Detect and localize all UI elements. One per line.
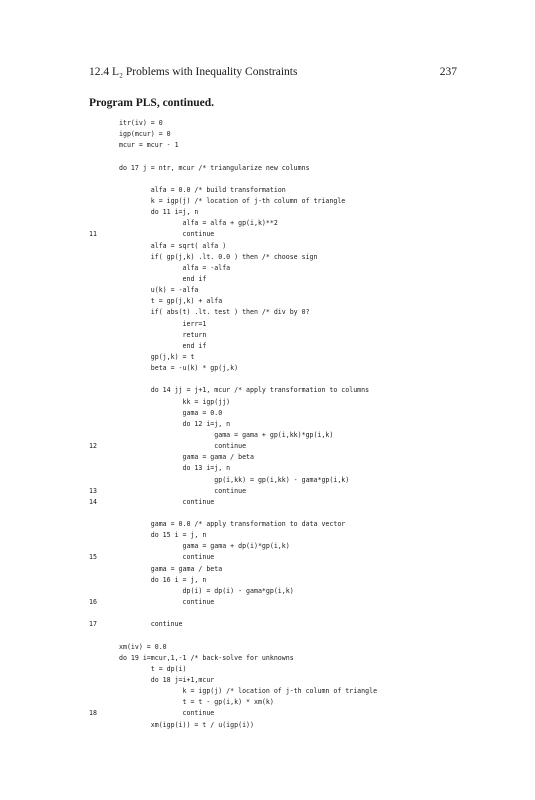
code-text: do 15 i = j, n (119, 531, 207, 540)
code-text: gp(i,kk) = gp(i,kk) - gama*gp(i,k) (119, 475, 350, 484)
code-text: continue (119, 598, 215, 607)
code-text: beta = -u(k) * gp(j,k) (119, 364, 239, 373)
code-text: do 13 i=j, n (119, 464, 231, 473)
code-text: continue (119, 709, 215, 718)
code-text: gama = gama + gp(i,kk)*gp(i,k) (119, 430, 334, 439)
statement-label: 12 (89, 442, 97, 451)
program-title: Program PLS, continued. (89, 97, 215, 109)
code-text: gama = 0.0 /* apply transformation to data vector (119, 520, 346, 529)
code-text: itr(iv) = 0 (119, 119, 163, 127)
code-text: t = dp(i) (119, 664, 187, 673)
code-text: t = t - gp(i,k) * xm(k) (119, 698, 274, 707)
code-text: gama = gama / beta (119, 453, 254, 462)
code-text: gama = gama + dp(i)*gp(i,k) (119, 542, 290, 551)
code-text: alfa = -alfa (119, 263, 231, 272)
code-text: if( gp(j,k) .lt. 0.0 ) then /* choose sign (119, 252, 318, 261)
code-text: do 19 i=mcur,1,-1 /* back-solve for unknowns (119, 653, 294, 662)
code-text: alfa = alfa + gp(i,k)**2 (119, 219, 278, 228)
code-text: kk = igp(jj) (119, 397, 231, 406)
code-text: k = igp(j) /* location of j-th column of triangle (119, 196, 346, 205)
code-text: dp(i) = dp(i) - gama*gp(i,k) (119, 586, 294, 595)
code-text: continue (119, 486, 247, 495)
statement-label: 15 (89, 553, 97, 562)
code-text: continue (119, 442, 247, 451)
code-text: xm(iv) = 0.0 (119, 642, 167, 651)
code-text: do 16 i = j, n (119, 575, 207, 584)
statement-label: 17 (89, 620, 97, 629)
code-text: end if (119, 274, 207, 283)
code-text: do 12 i=j, n (119, 419, 231, 428)
code-text: igp(mcur) = 0 (119, 130, 171, 139)
code-text: continue (119, 553, 215, 562)
statement-label: 11 (89, 230, 97, 239)
code-text: if( abs(t) .lt. test ) then /* div by 0? (119, 308, 310, 317)
code-text: do 11 i=j, n (119, 208, 199, 217)
code-text: gp(j,k) = t (119, 352, 195, 361)
code-text: ierr=1 (119, 319, 207, 328)
code-text: gama = 0.0 (119, 408, 223, 417)
code-text: mcur = mcur - 1 (119, 141, 179, 150)
code-text: end if (119, 341, 207, 350)
code-text: continue (119, 620, 183, 629)
section-title: 12.4 L₂ Problems with Inequality Constraints (89, 66, 298, 78)
code-text: return (119, 330, 207, 339)
code-text: continue (119, 230, 215, 239)
code-text: xm(igp(i)) = t / u(igp(i)) (119, 720, 254, 729)
code-text: do 17 j = ntr, mcur /* triangularize new columns (119, 163, 310, 172)
statement-label: 13 (89, 486, 97, 495)
code-text: do 18 j=i+1,mcur (119, 676, 215, 685)
statement-label: 18 (89, 709, 97, 718)
code-text: alfa = 0.0 /* build transformation (119, 185, 286, 194)
code-text: u(k) = -alfa (119, 286, 199, 295)
code-text: alfa = sqrt( alfa ) (119, 241, 227, 250)
code-text: gama = gama / beta (119, 564, 223, 573)
statement-label: 16 (89, 598, 97, 607)
code-text: do 14 jj = j+1, mcur /* apply transformation to columns (119, 386, 370, 395)
code-text: k = igp(j) /* location of j-th column of triangle (119, 687, 378, 696)
statement-label: 14 (89, 497, 97, 506)
code-text: continue (119, 497, 215, 506)
code-text: t = gp(j,k) + alfa (119, 297, 223, 306)
page-number: 237 (439, 66, 457, 78)
